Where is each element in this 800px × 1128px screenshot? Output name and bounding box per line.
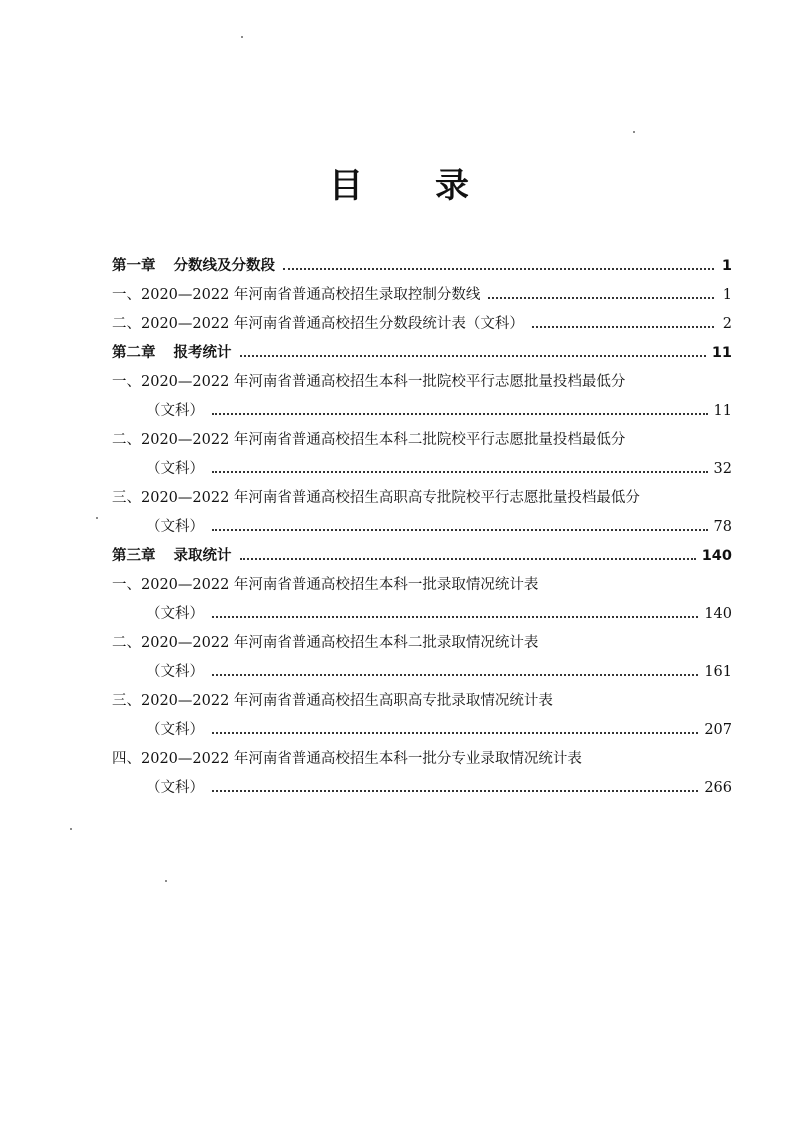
toc-entry-title: 报考统计 bbox=[173, 344, 232, 361]
toc-entry-row[interactable] bbox=[112, 302, 732, 331]
scan-speck bbox=[96, 517, 98, 519]
toc-chapter-number: 第一章 bbox=[112, 257, 156, 274]
toc-page-number: 207 bbox=[704, 721, 732, 738]
toc-entry-continuation[interactable] bbox=[112, 766, 732, 795]
toc-entry-row[interactable] bbox=[112, 621, 732, 650]
toc-entry-continuation[interactable] bbox=[112, 389, 732, 418]
toc-entry-title: 二、2020—2022 年河南省普通高校招生本科二批录取情况统计表 bbox=[112, 634, 539, 651]
toc-page-number: 2 bbox=[722, 315, 732, 332]
leader-dots bbox=[212, 471, 708, 473]
toc-entry-row[interactable] bbox=[112, 476, 732, 505]
title-char-right: 录 bbox=[435, 166, 471, 206]
toc-page-number: 161 bbox=[704, 663, 732, 680]
leader-dots bbox=[212, 732, 698, 734]
toc-page-number: 78 bbox=[713, 518, 732, 535]
toc-entry-continuation[interactable] bbox=[112, 592, 732, 621]
toc-page-number: 1 bbox=[721, 257, 732, 274]
leader-dots bbox=[212, 790, 698, 792]
toc-page-number: 11 bbox=[713, 402, 732, 419]
scan-speck bbox=[241, 36, 243, 38]
toc-page-number: 1 bbox=[722, 286, 732, 303]
leader-dots bbox=[488, 297, 714, 299]
toc-entry-title: 录取统计 bbox=[173, 547, 232, 564]
toc-entry-title: 二、2020—2022 年河南省普通高校招生分数段统计表（文科） bbox=[112, 315, 524, 332]
toc-chapter-row[interactable] bbox=[112, 331, 732, 360]
toc-entry-title: （文科） bbox=[146, 779, 204, 796]
toc-page-number: 266 bbox=[704, 779, 732, 796]
leader-dots bbox=[212, 529, 708, 531]
page-title bbox=[0, 158, 800, 207]
toc-chapter-row[interactable] bbox=[112, 534, 732, 563]
toc-entry-continuation[interactable] bbox=[112, 505, 732, 534]
toc-entry-title: 一、2020—2022 年河南省普通高校招生本科一批录取情况统计表 bbox=[112, 576, 539, 593]
toc-entry-title: 一、2020—2022 年河南省普通高校招生录取控制分数线 bbox=[112, 286, 481, 303]
leader-dots bbox=[240, 355, 706, 357]
toc-chapter-number: 第二章 bbox=[112, 344, 156, 361]
toc-page-number: 140 bbox=[701, 547, 732, 564]
toc-entry-title: （文科） bbox=[146, 663, 204, 680]
toc-page-number: 11 bbox=[711, 344, 732, 361]
toc-entry-row[interactable] bbox=[112, 679, 732, 708]
toc-entry-row[interactable] bbox=[112, 418, 732, 447]
toc-entry-title: （文科） bbox=[146, 460, 204, 477]
scan-speck bbox=[633, 131, 635, 133]
leader-dots bbox=[212, 413, 708, 415]
toc-entry-title: （文科） bbox=[146, 605, 204, 622]
toc-chapter-number: 第三章 bbox=[112, 547, 156, 564]
toc-page-number: 32 bbox=[713, 460, 732, 477]
toc-entry-title: 四、2020—2022 年河南省普通高校招生本科一批分专业录取情况统计表 bbox=[112, 750, 582, 767]
leader-dots bbox=[240, 558, 696, 560]
table-of-contents bbox=[112, 244, 732, 795]
toc-entry-title: 二、2020—2022 年河南省普通高校招生本科二批院校平行志愿批量投档最低分 bbox=[112, 431, 626, 448]
scan-speck bbox=[165, 880, 167, 882]
leader-dots bbox=[212, 674, 698, 676]
toc-entry-title: 三、2020—2022 年河南省普通高校招生高职高专批院校平行志愿批量投档最低分 bbox=[112, 489, 640, 506]
toc-entry-row[interactable] bbox=[112, 273, 732, 302]
leader-dots bbox=[212, 616, 698, 618]
toc-entry-title: （文科） bbox=[146, 518, 204, 535]
toc-page-number: 140 bbox=[704, 605, 732, 622]
toc-entry-title: 三、2020—2022 年河南省普通高校招生高职高专批录取情况统计表 bbox=[112, 692, 553, 709]
leader-dots bbox=[283, 268, 714, 270]
toc-entry-title: 一、2020—2022 年河南省普通高校招生本科一批院校平行志愿批量投档最低分 bbox=[112, 373, 626, 390]
toc-chapter-row[interactable] bbox=[112, 244, 732, 273]
toc-entry-row[interactable] bbox=[112, 563, 732, 592]
toc-entry-continuation[interactable] bbox=[112, 447, 732, 476]
toc-entry-row[interactable] bbox=[112, 737, 732, 766]
scan-speck bbox=[70, 828, 72, 830]
toc-entry-row[interactable] bbox=[112, 360, 732, 389]
leader-dots bbox=[532, 326, 714, 328]
toc-entry-title: （文科） bbox=[146, 721, 204, 738]
title-char-left: 目 bbox=[329, 166, 365, 206]
toc-entry-title: 分数线及分数段 bbox=[173, 257, 275, 274]
toc-entry-title: （文科） bbox=[146, 402, 204, 419]
toc-entry-continuation[interactable] bbox=[112, 650, 732, 679]
toc-entry-continuation[interactable] bbox=[112, 708, 732, 737]
